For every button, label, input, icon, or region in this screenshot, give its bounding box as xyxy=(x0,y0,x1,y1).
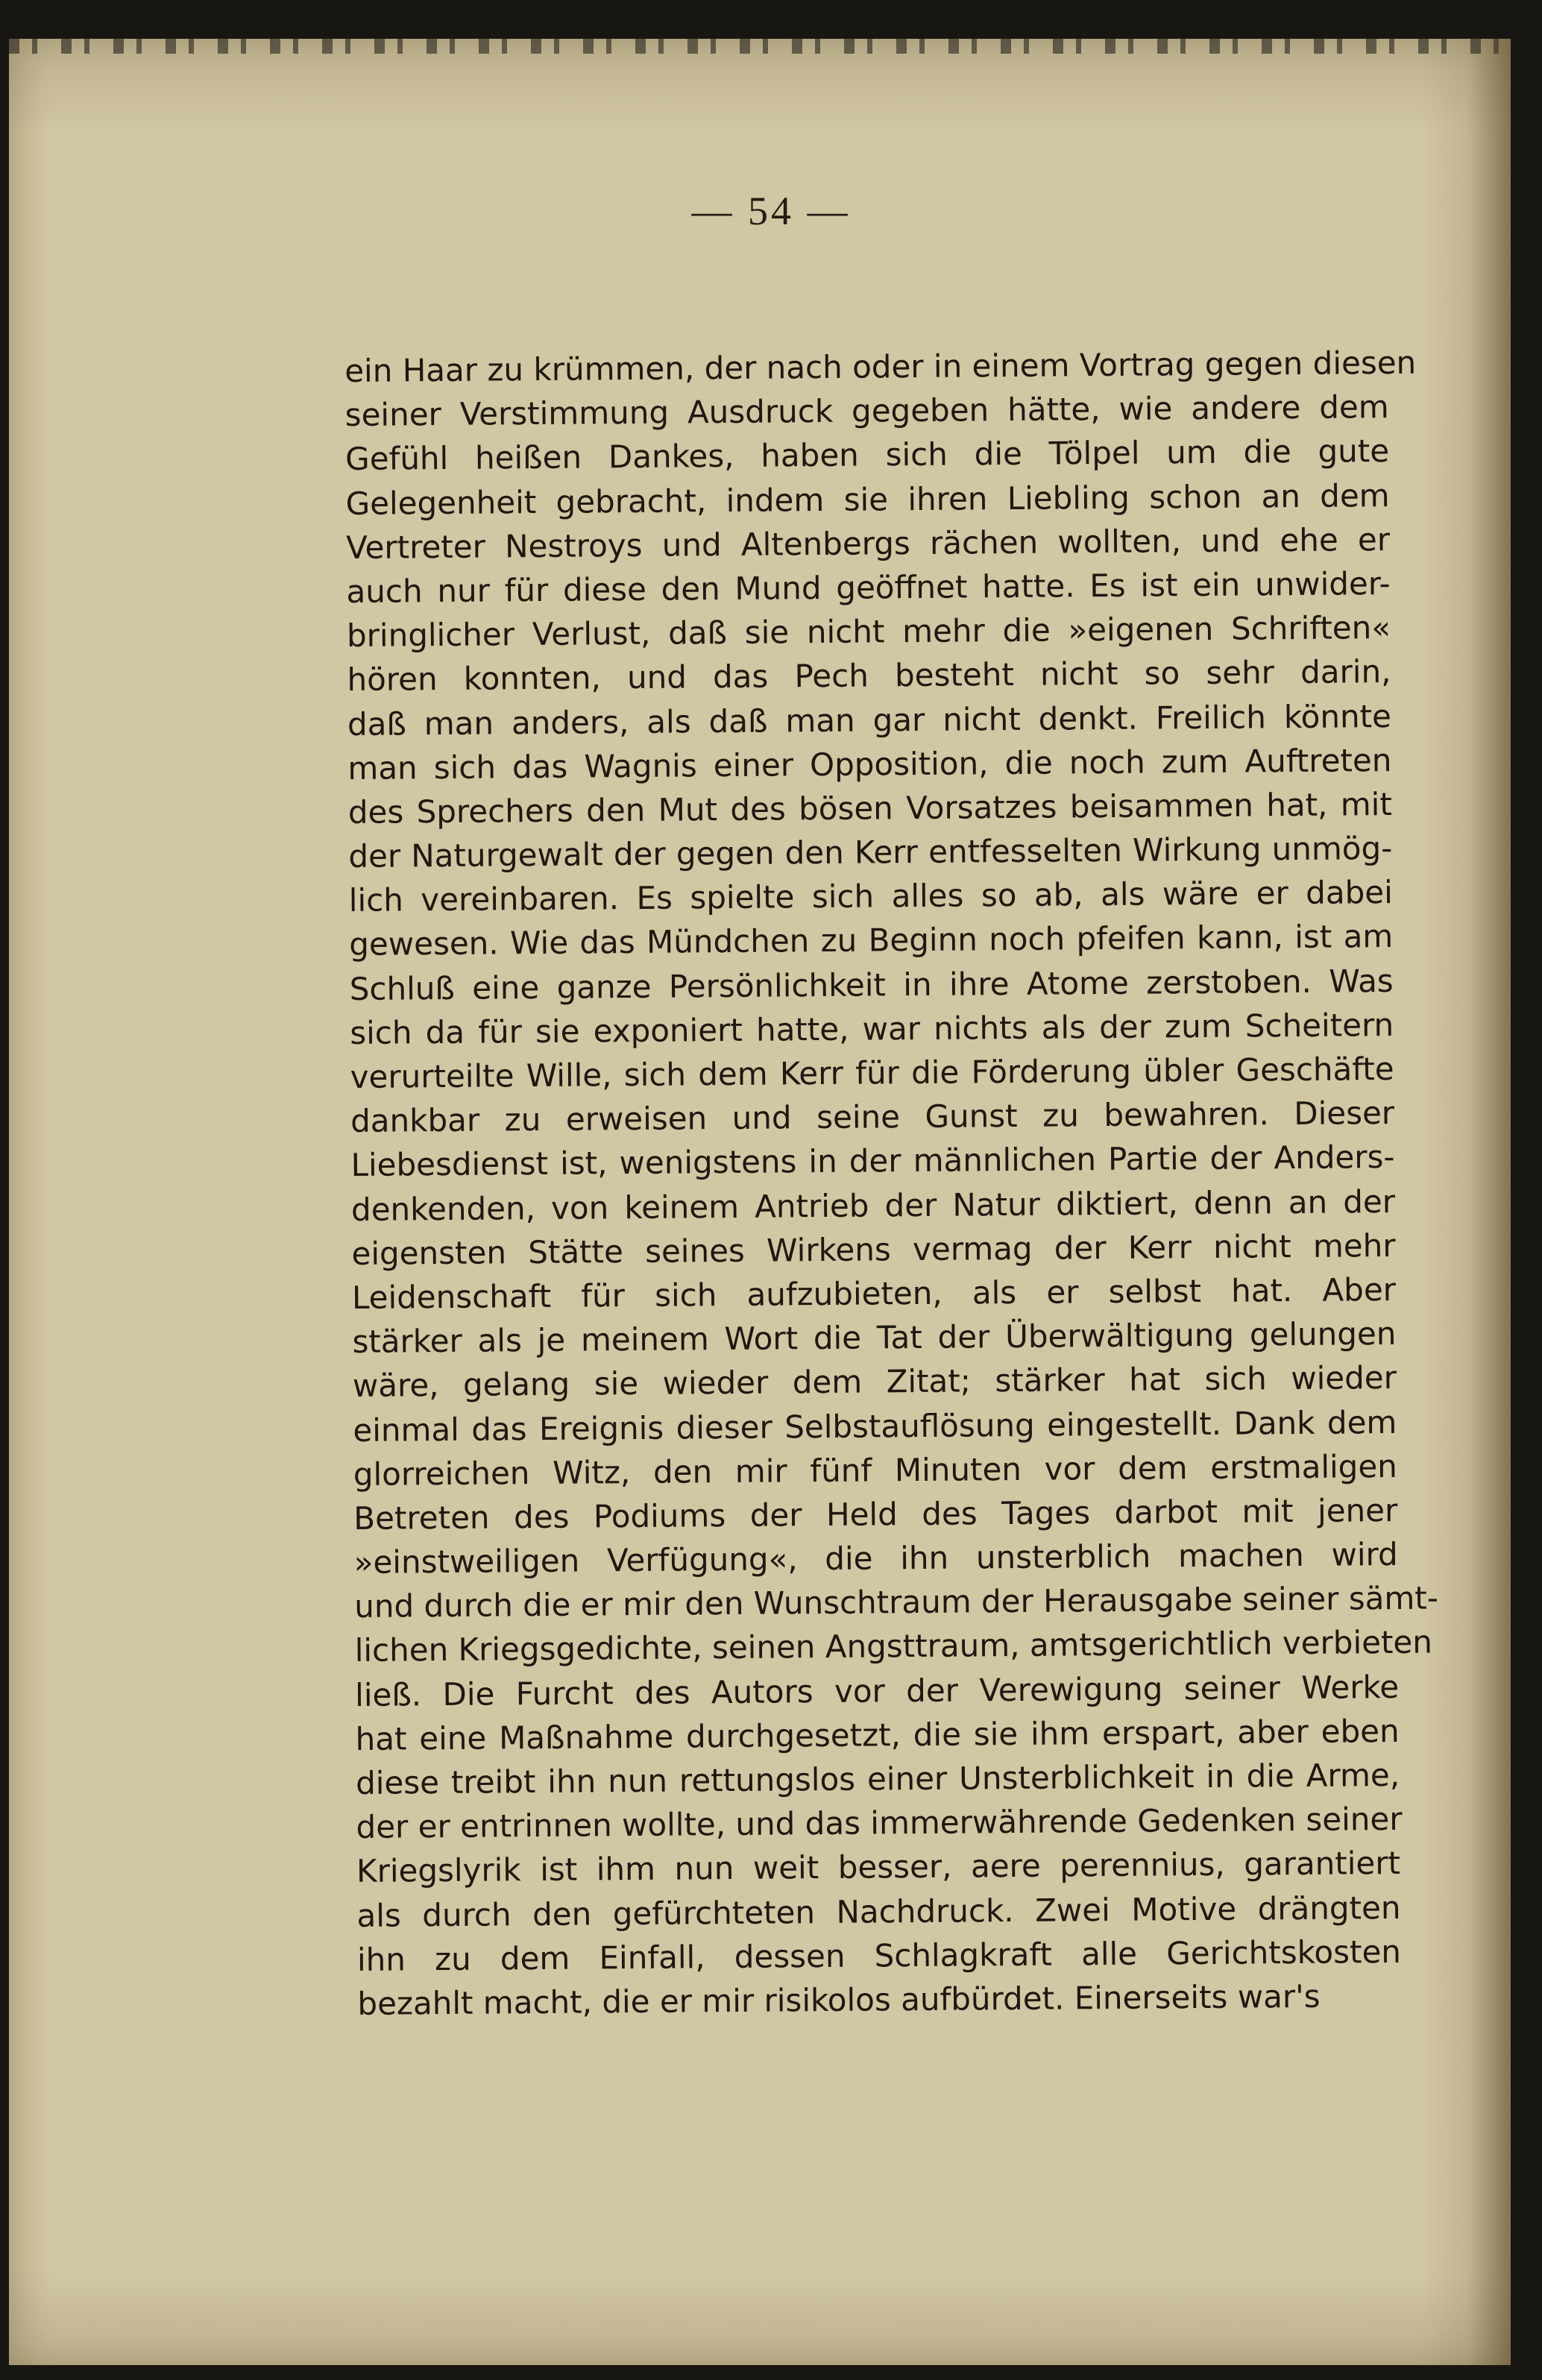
text-line: glorreichen Witz, den mir fünf Minuten vor dem erstmaligen xyxy=(353,1447,1398,1493)
page-number: — 54 — xyxy=(691,189,851,233)
text-line: Kriegslyrik ist ihm nun weit besser, aere perennius, garantiert xyxy=(356,1845,1401,1890)
text-line: dankbar zu erweisen und seine Gunst zu bewahren. Dieser xyxy=(350,1095,1395,1140)
text-line: eigensten Stätte seines Wirkens vermag der Kerr nicht mehr xyxy=(351,1227,1396,1272)
text-line: Betreten des Podiums der Held des Tages darbot mit jener xyxy=(353,1491,1398,1537)
text-line: sich da für sie exponiert hatte, war nichts als der zum Scheitern xyxy=(350,1006,1394,1051)
text-line: Gefühl heißen Dankes, haben sich die Tölpel um die gute xyxy=(344,432,1390,478)
text-line: seiner Verstimmung Ausdruck gegeben hätte, wie andere dem xyxy=(344,388,1389,434)
text-line: gewesen. Wie das Mündchen zu Beginn noch pfeifen kann, ist am xyxy=(349,918,1394,963)
text-line: Leidenschaft für sich aufzubieten, als er selbst hat. Aber xyxy=(351,1271,1397,1316)
text-line: Liebesdienst ist, wenigstens in der männlichen Partie der Anders- xyxy=(350,1139,1395,1184)
text-line: daß man anders, als daß man gar nicht denkt. Freilich könnte xyxy=(347,697,1392,743)
text-line: ihn zu dem Einfall, dessen Schlagkraft alle Gerichtskosten xyxy=(356,1933,1402,1978)
text-line: ließ. Die Furcht des Autors vor der Verewigung seiner Werke xyxy=(354,1668,1400,1713)
text-line: bezahlt macht, die er mir risikolos aufbürdet. Einerseits war's xyxy=(357,1977,1321,2022)
text-line: und durch die er mir den Wunschtraum der Herausgabe seiner sämt- xyxy=(354,1579,1439,1625)
text-line: wäre, gelang sie wieder dem Zitat; stärker hat sich wieder xyxy=(352,1359,1397,1405)
text-line: Vertreter Nestroys und Altenbergs rächen wollten, und ehe er xyxy=(345,520,1391,566)
torn-top-edge xyxy=(9,39,1511,54)
text-line: Schluß eine ganze Persönlichkeit in ihre Atome zerstoben. Was xyxy=(349,962,1394,1007)
text-line: als durch den gefürchteten Nachdruck. Zwei Motive drängten xyxy=(356,1889,1401,1934)
text-line: denkenden, von keinem Antrieb der Natur diktiert, denn an der xyxy=(350,1183,1396,1228)
text-line: ein Haar zu krümmen, der nach oder in einem Vortrag gegen diesen xyxy=(344,344,1417,389)
page-spine-shadow xyxy=(1467,39,1511,2365)
text-line: hat eine Maßnahme durchgesetzt, die sie ihm erspart, aber eben xyxy=(355,1712,1400,1757)
text-line: diese treibt ihn nun rettungslos einer Unsterblichkeit in die Arme, xyxy=(355,1756,1400,1801)
text-line: der er entrinnen wollte, und das immerwährende Gedenken seiner xyxy=(356,1801,1403,1846)
text-line: verurteilte Wille, sich dem Kerr für die Förderung übler Geschäfte xyxy=(350,1050,1394,1095)
text-line: hören konnten, und das Pech besteht nicht so sehr darin, xyxy=(347,653,1391,699)
text-line: man sich das Wagnis einer Opposition, die noch zum Auftreten xyxy=(347,741,1392,787)
text-line: auch nur für diese den Mund geöffnet hatte. Es ist ein unwider- xyxy=(346,564,1391,610)
body-text xyxy=(344,341,1439,2026)
text-line: »einstweiligen Verfügung«, die ihn unsterblich machen wird xyxy=(353,1536,1398,1581)
text-line: stärker als je meinem Wort die Tat der Überwältigung gelungen xyxy=(352,1315,1397,1361)
text-line: lichen Kriegsgedichte, seinen Angsttraum, amtsgerichtlich verbieten xyxy=(354,1624,1433,1669)
text-line: einmal das Ereignis dieser Selbstauflösung eingestellt. Dank dem xyxy=(353,1403,1397,1449)
text-line: der Naturgewalt der gegen den Kerr entfesselten Wirkung unmög- xyxy=(348,830,1393,875)
text-line: bringlicher Verlust, daß sie nicht mehr die »eigenen Schriften« xyxy=(346,609,1391,655)
text-line: Gelegenheit gebracht, indem sie ihren Liebling schon an dem xyxy=(345,476,1390,522)
text-line: lich vereinbaren. Es spielte sich alles so ab, als wäre er dabei xyxy=(348,874,1393,919)
text-line: des Sprechers den Mut des bösen Vorsatzes beisammen hat, mit xyxy=(347,785,1393,831)
